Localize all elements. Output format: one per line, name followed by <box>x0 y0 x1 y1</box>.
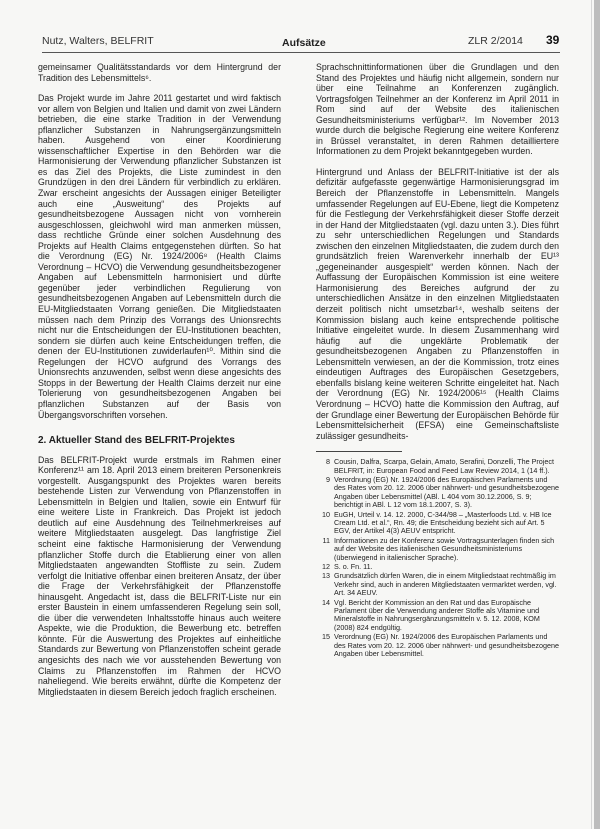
scan-edge-line <box>591 0 592 829</box>
footnote: 9 Verordnung (EG) Nr. 1924/2006 des Europäischen Parlaments und des Rates vom 20. 12. 2006 über nährwert- und gesundheitsbezogene Angaben über Lebensmittel (ABl. L 404 vom 30.12.2006, S. 9; berichtigt in ABl. L 12 vom 18.1.2007, S. 3). <box>326 474 559 510</box>
running-header-section: Aufsätze <box>282 37 326 49</box>
paragraph: Sprachschnittinformationen über die Grundlagen und den Stand des Projektes und häufig nicht allgemein, sondern nur über eine Teilnahme an Konferenzen zugänglich. Vortragsfolgen Teilnehmer an der Konferenz im April 2011 in Rom sind auf der Website des italienischen Gesundheitsministeriums verfügbar¹². Im November 2013 wurde durch die belgische Regierung eine weitere Konferenz in Brüssel veranstaltet, in deren Rahmen detailliertere Informationen zu dem Projekt bekanntgegeben wurden. <box>316 62 559 157</box>
paragraph: gemeinsamer Qualitätsstandards vor dem Hintergrund der Tradition des Lebensmittels⁶. <box>38 62 281 83</box>
left-column <box>38 62 281 707</box>
footnotes <box>316 458 559 658</box>
running-header-authors: Nutz, Walters, BELFRIT <box>42 35 154 47</box>
paragraph: Das BELFRIT-Projekt wurde erstmals im Rahmen einer Konferenz¹¹ am 18. April 2013 einem breiteren Personenkreis vorgestellt. Ausgangspunkt des Projektes waren bereits bestehende Listen zur Verwendung von Pflanzenstoffen in Lebensmitteln in Belgien und Italien, sowie ein Entwurf für eine weitere Liste in Frankreich. Das Projekt ist jedoch deutlich auf eine Ausdehnung des Teilnehmerkreises auf weitere Mitgliedstaaten ausgelegt. Das langfristige Ziel scheint eine faktische Harmonisierung der Verwendung pflanzlicher Stoffe durch die Etablierung einer von allen Mitgliedstaaten angewandten Stoffliste zu sein. Zudem verfolgt die Initiative offenbar einen breiteren Ansatz, der über die Frage der Verkehrsfähigkeit der Pflanzenstoffe hinausgeht. Angedacht ist, dass die BELFRIT-Liste nur ein erster Baustein in einem umfassenderen Regelung sein soll, die über die verwendeten Inhaltsstoffe hinaus auch weitere Aspekte, wie die Produktion, die Bewerbung etc. betreffen könnte. Für die Auswertung des Projektes auf einheitliche Standards zur Bewertung von Pflanzenstoffen scheint gerade angesichts des nach wie vor ausstehenden Bewertung von Claims zu Pflanzenstoffen im Rahmen der HCVO naheliegend. Wie bereits erwähnt, dürfte die Kompetenz der Mitgliedstaaten in diesem Bereich jedoch fraglich erscheinen. <box>38 454 281 697</box>
footnote: 8 Cousin, Dalfra, Scarpa, Gelain, Amato, Serafini, Donzelli, The Project BELFRIT, in: European Food and Feed Law Review 2014, 1 (14 ff.). <box>326 457 554 475</box>
footnote-rule <box>316 451 402 452</box>
paragraph: Das Projekt wurde im Jahre 2011 gestartet und wird faktisch vor allem von Belgien und Italien und damit von zwei Ländern betrieben, die eine starke Tradition in der Verwendung pflanzlicher Substanzen in Nahrungsergänzungsmitteln haben. Ausgehend von einer Koordinierung wissenschaftlicher Expertise in den Behörden war die Harmonisierung der Verwendung pflanzlicher Substanzen ist es das Ziel des Projekts, die Liste zumindest in den Grundzügen in den drei Ländern für verbindlich zu erklären. Zwar erscheint angesichts der Aussagen einiger Beteiligter auch eine „Ausweitung“ des Projekts auf gesundheitsbezogene Aussagen nicht von vornherein ausgeschlossen, gleichwohl wird man anmerken müssen, dass rechtliche Gründe einer solchen Ausdehnung des Projekts auf Health Claims entgegenstehen dürften. So hat die Verordnung (EG) Nr. 1924/2006⁸ (Health Claims Verordnung – HCVO) die Verwendung gesundheitsbezogener Angaben auf Lebensmitteln harmonisiert und dürfte gegenüber jeder verbindlichen Regulierung von gesundheitsbezogenen Angaben auf Lebensmitteln durch die EU-Mitgliedstaaten Vorrang genießen. Die Mitgliedstaaten müssen nach dem Prinzip des Vorrangs des Unionsrechts nicht nur die Entscheidungen der EU-Institutionen beachten, sondern sie dürfen auch keine Entscheidungen treffen, die denen der EU-Institutionen zuwiderlaufen¹⁰. Mithin sind die Regelungen der HCVO aufgrund des Vorrangs des Unionsrechts anzuwenden, selbst wenn diese angesichts des Stopps in der Bewertung der Health Claims derzeit nur eine Tolerierung von gesundheitsbezogenen Angaben bei pflanzlichen Substanzen auf der Basis von Übergangsvorschriften vorsehen. <box>38 93 281 420</box>
section-heading: 2. Aktueller Stand des BELFRIT-Projektes <box>38 435 235 447</box>
right-column <box>316 62 559 659</box>
footnote: 12 S. o. Fn. 11. <box>322 562 373 572</box>
footnote: 10 EuGH, Urteil v. 14. 12. 2000, C-344/98 – „Masterfoods Ltd. v. HB Ice Cream Ltd. et al.“, Rn. 49; die Entscheidung bezieht sich auf Art. 5 EGV, der Artikel 4(3) AEUV entspricht. <box>322 509 552 536</box>
page-number: 39 <box>546 33 560 47</box>
running-header-journal: ZLR 2/2014 <box>468 35 523 47</box>
footnote: 13 Grundsätzlich dürfen Waren, die in einem Mitgliedstaat rechtmäßig im Verkehr sind, auch in anderen Mitgliedstaaten vermarktet werden, vgl. Art. 34 AEUV. <box>322 571 557 598</box>
header-rule <box>42 52 560 53</box>
footnote: 15 Verordnung (EG) Nr. 1924/2006 des Europäischen Parlaments und des Rates vom 20. 12. 2006 über nährwert- und gesundheitsbezogene Angaben über Lebensmittel. <box>322 632 559 659</box>
footnote: 11 Informationen zu der Konferenz sowie Vortragsunterlagen finden sich auf der Website des italienischen Gesundheitsministeriums (überwiegend in italienischer Sprache). <box>322 535 555 562</box>
paragraph: Hintergrund und Anlass der BELFRIT-Initiative ist der als defizitär aufgefasste gegenwärtige Harmonisierungsgrad im Bereich der Pflanzenstoffe in Lebensmitteln. Mangels umfassender Regelungen auf EU-Ebene, liegt die Kompetenz für die Festlegung der Verkehrsfähigkeit dieser Stoffe derzeit in der Hand der Mitgliedstaaten (vgl. dazu unten 3.). Dies führt zu sehr unterschiedlichen Regelungen und Standards zwischen den einzelnen Mitgliedstaaten, die zudem durch den grundsätzlich freien Warenverkehr innerhalb der EU¹³ „gegeneinander ausgespielt“ werden können. Nach der Auffassung der Europäischen Kommission ist eine weitere Harmonisierung des Bereiches aufgrund der zu unterschiedlichen Ansätze in den einzelnen Mitgliedstaaten derzeit politisch nicht umsetzbar¹⁴, weshalb seitens der Kommission bislang auch keine entsprechende politische Initiative eingeleitet wurde. In diesem Zusammenhang wird häufig auf die ungeklärte Problematik der gesundheitsbezogenen Angaben zu Pflanzenstoffen in Lebensmitteln verwiesen, an der die Kommission, trotz eines eindeutigen Auftrages des Europäischen Gesetzgebers, ebenfalls bislang keine weiteren Schritte eingeleitet hat. Nach der Verordnung (EG) Nr. 1924/2006¹⁵ (Health Claims Verordnung – HCVO) hatte die Kommission den Auftrag, auf der Grundlage einer Bewertung der Europäischen Behörde für Lebensmittelsicherheit (EFSA) eine Gemeinschaftsliste zulässiger gesundheits- <box>316 166 559 441</box>
scan-edge-shadow <box>594 0 600 829</box>
footnote: 14 Vgl. Bericht der Kommission an den Rat und das Europäische Parlament über die Verwendung anderer Stoffe als Vitamine und Mineralstoffe in Nahrungsergänzungsmitteln v. 5. 12. 2008, KOM (2008) 824 endgültig. <box>322 597 540 632</box>
